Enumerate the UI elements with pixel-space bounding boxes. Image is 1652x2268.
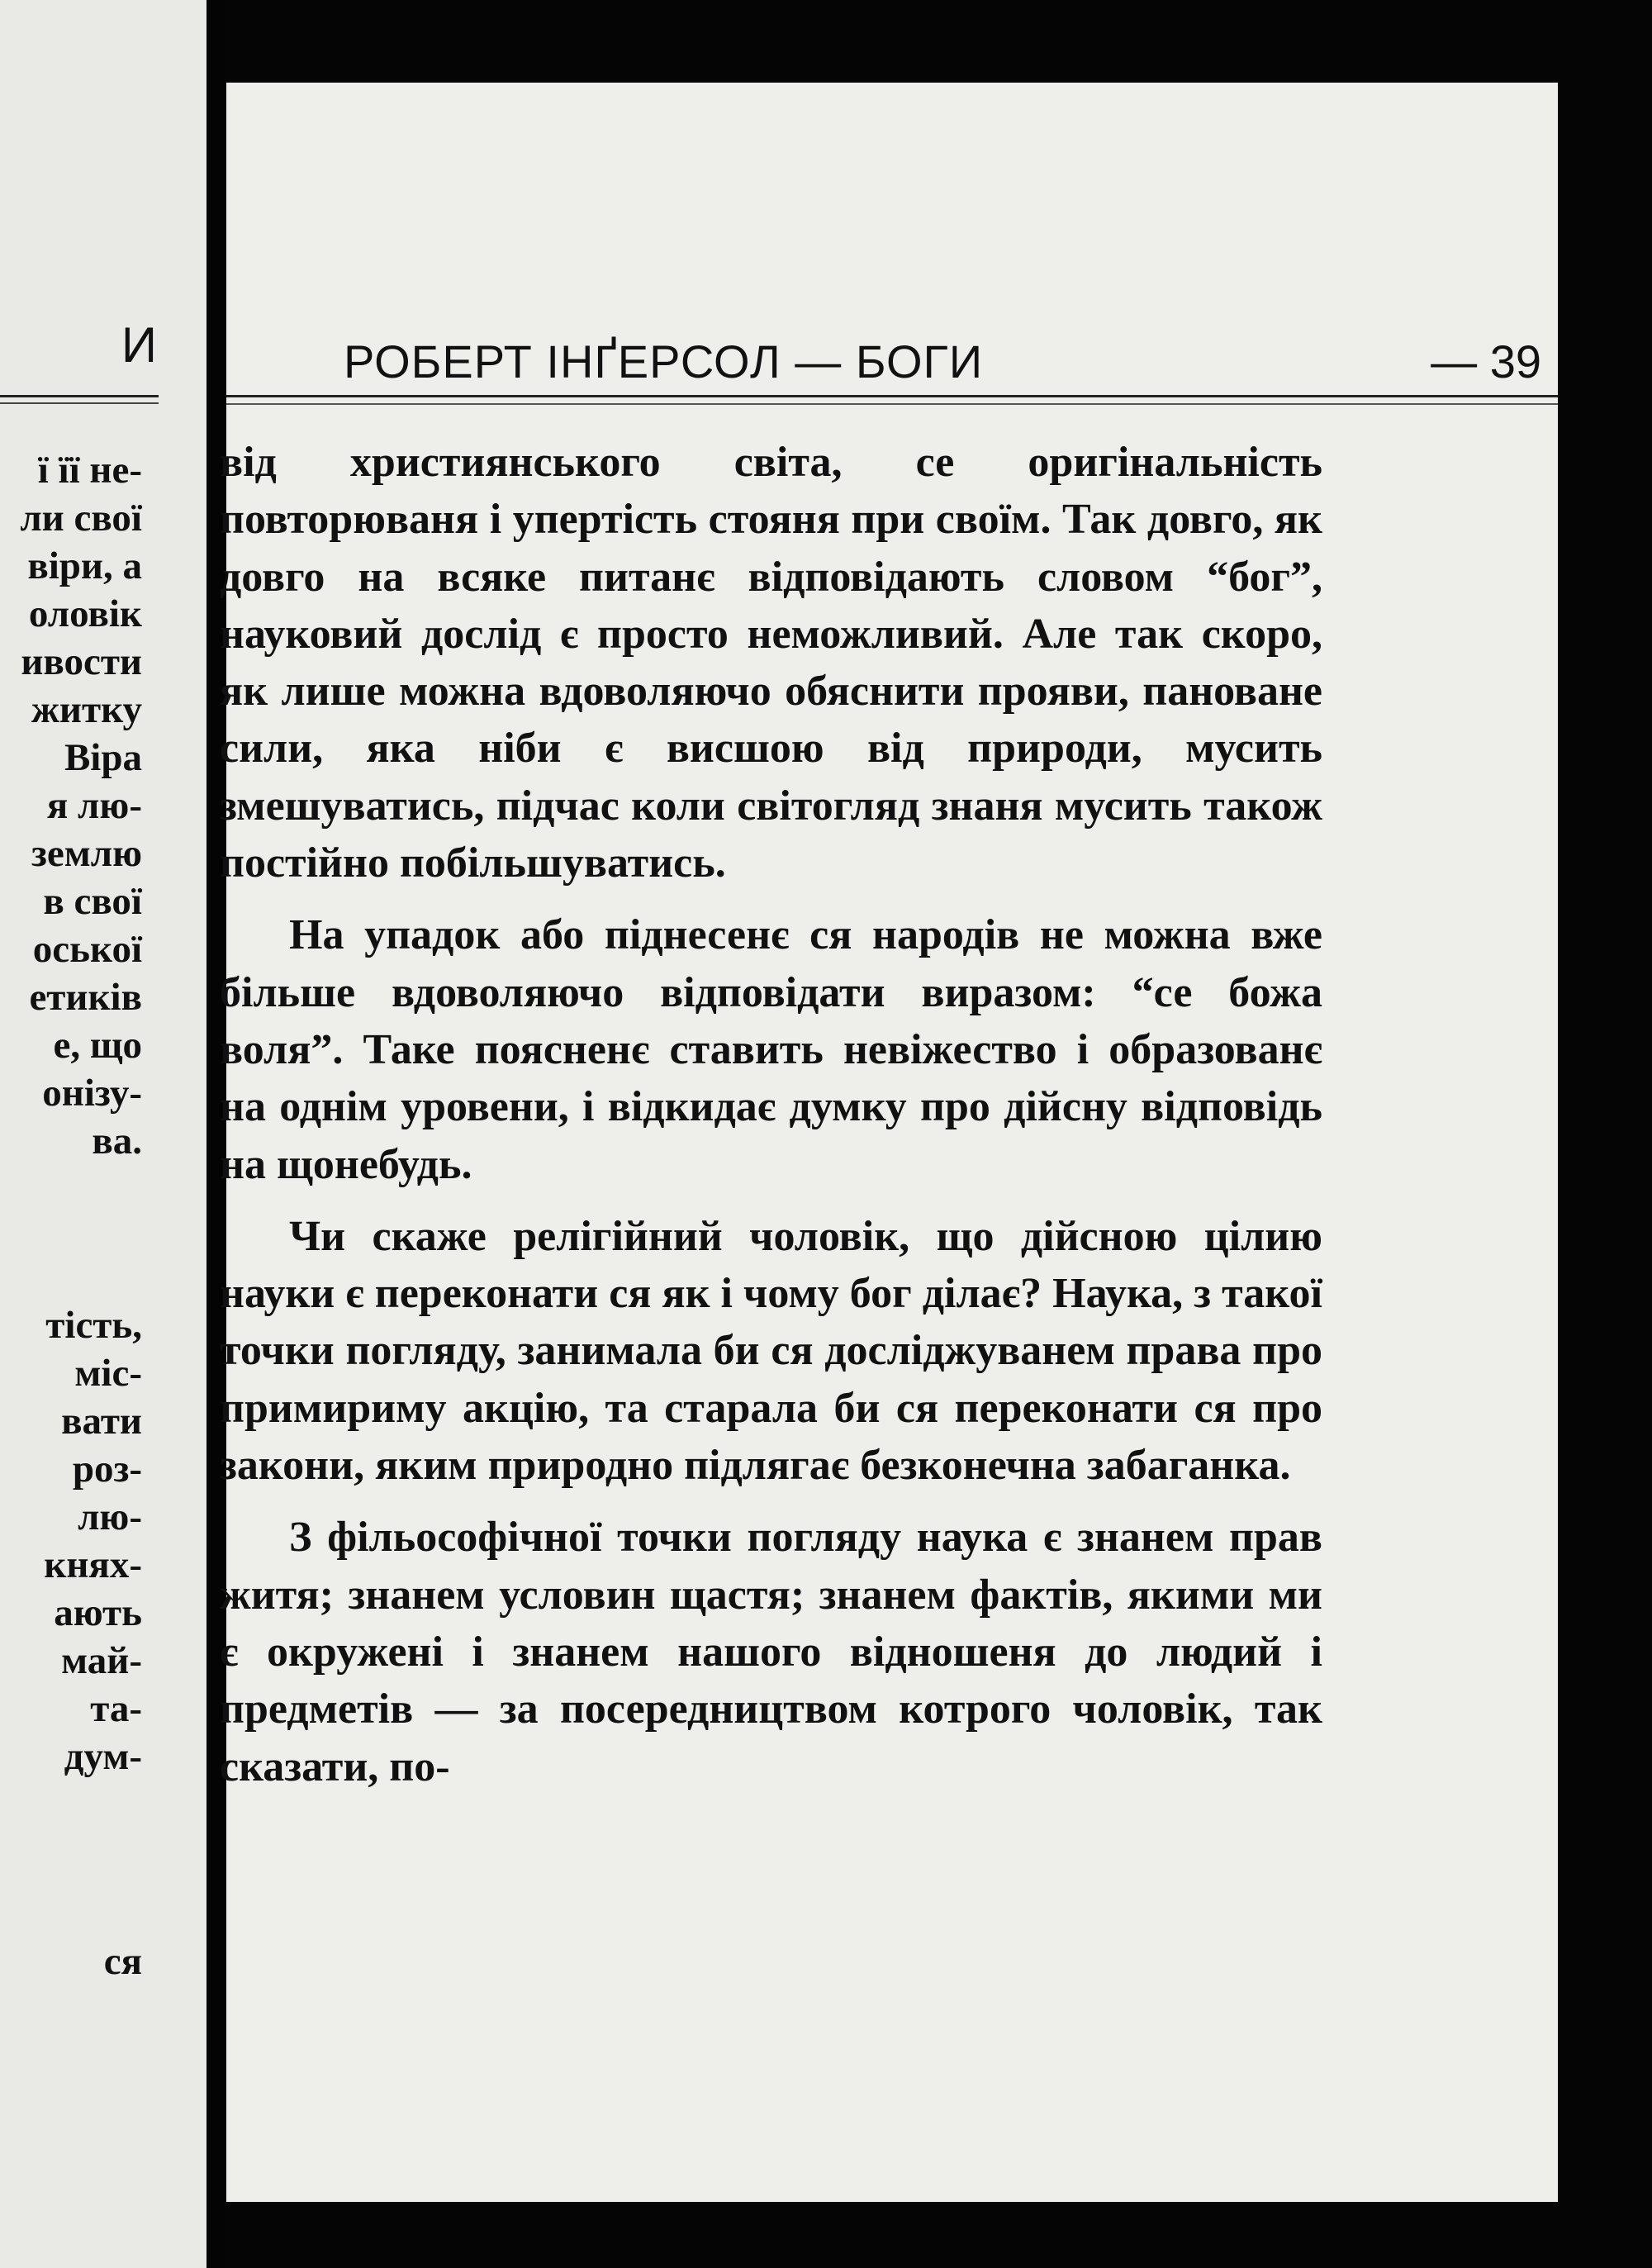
left-line: ають — [54, 1591, 142, 1634]
left-line: дум- — [64, 1735, 142, 1778]
running-title: РОБЕРТ ІНҐЕРСОЛ — БОГИ — [344, 335, 984, 388]
left-page-text-block-1 — [0, 446, 142, 1165]
left-line: ли свої — [20, 497, 142, 540]
left-line: онізу- — [42, 1072, 142, 1115]
left-line: оловік — [28, 592, 142, 635]
page-body — [220, 434, 1322, 1810]
left-line: міс- — [74, 1352, 142, 1395]
left-page-rule — [0, 395, 159, 404]
adjacent-left-page — [0, 0, 206, 2268]
left-line: в свої — [43, 880, 142, 923]
header-rule — [226, 395, 1558, 405]
left-line: етиків — [29, 976, 142, 1019]
left-line: вати — [61, 1400, 142, 1443]
page-number: — 39 — [1431, 335, 1541, 388]
left-line: лю- — [78, 1495, 142, 1538]
left-line: землю — [31, 832, 142, 875]
left-line: е, що — [53, 1024, 142, 1067]
left-line: житку — [31, 688, 142, 731]
left-line: віри, а — [27, 544, 142, 587]
left-line: тість, — [45, 1304, 142, 1347]
left-line: роз- — [72, 1448, 142, 1491]
left-page-header: И — [121, 317, 157, 373]
left-line: ся — [103, 1940, 142, 1983]
book-page — [220, 83, 1558, 2202]
left-line: та- — [90, 1687, 142, 1730]
left-line: ва. — [92, 1120, 142, 1163]
left-page-text-block-3 — [0, 1938, 142, 1985]
left-line: я лю- — [46, 784, 142, 827]
left-page-text-block-2 — [0, 1301, 142, 1781]
left-line: оської — [32, 928, 142, 971]
left-line: май- — [61, 1639, 142, 1682]
page-header — [344, 329, 1541, 395]
left-line: ї її не- — [37, 449, 142, 492]
paragraph: З фільософічної точки погляду наука є знанем прав житя; знанем условин щастя; знанем фактів, якими ми є окружені і знанем нашого відношеня до людий і предметів — за посередництвом котрого чоловік, так сказати, по- — [220, 1514, 1322, 1790]
left-line: Віра — [64, 736, 142, 779]
paragraph: На упадок або піднесенє ся народів не можна вже більше вдоволяючо відповідати виразом: “се божа воля”. Таке поясненє ставить невіжество і образованє на однім уровени, і відкидає думку про дійсну відповідь на щонебудь. — [220, 911, 1322, 1188]
left-line: ивости — [21, 640, 142, 683]
left-line: княх- — [44, 1543, 142, 1586]
paragraph: від християнського світа, се оригінальність повторюваня і упертість стояня при своїм. Так довго, як довго на всяке питанє відповідають словом “бог”, науковий дослід є просто неможливий. Але так скоро, як лише можна вдоволяючо обяснити прояви, пановане сили, яка ніби є висшою від природи, мусить змешуватись, підчас коли світогляд знаня мусить також постійно побільшуватись. — [220, 439, 1322, 887]
paragraph: Чи скаже релігійний чоловік, що дійсною цілию науки є переконати ся як і чому бог ділає? Наука, з такої точки погляду, занимала би ся досліджуванем права про примириму акцію, та старала би ся переконати ся про закони, яким природно підлягає безконечна забаганка. — [220, 1212, 1322, 1490]
